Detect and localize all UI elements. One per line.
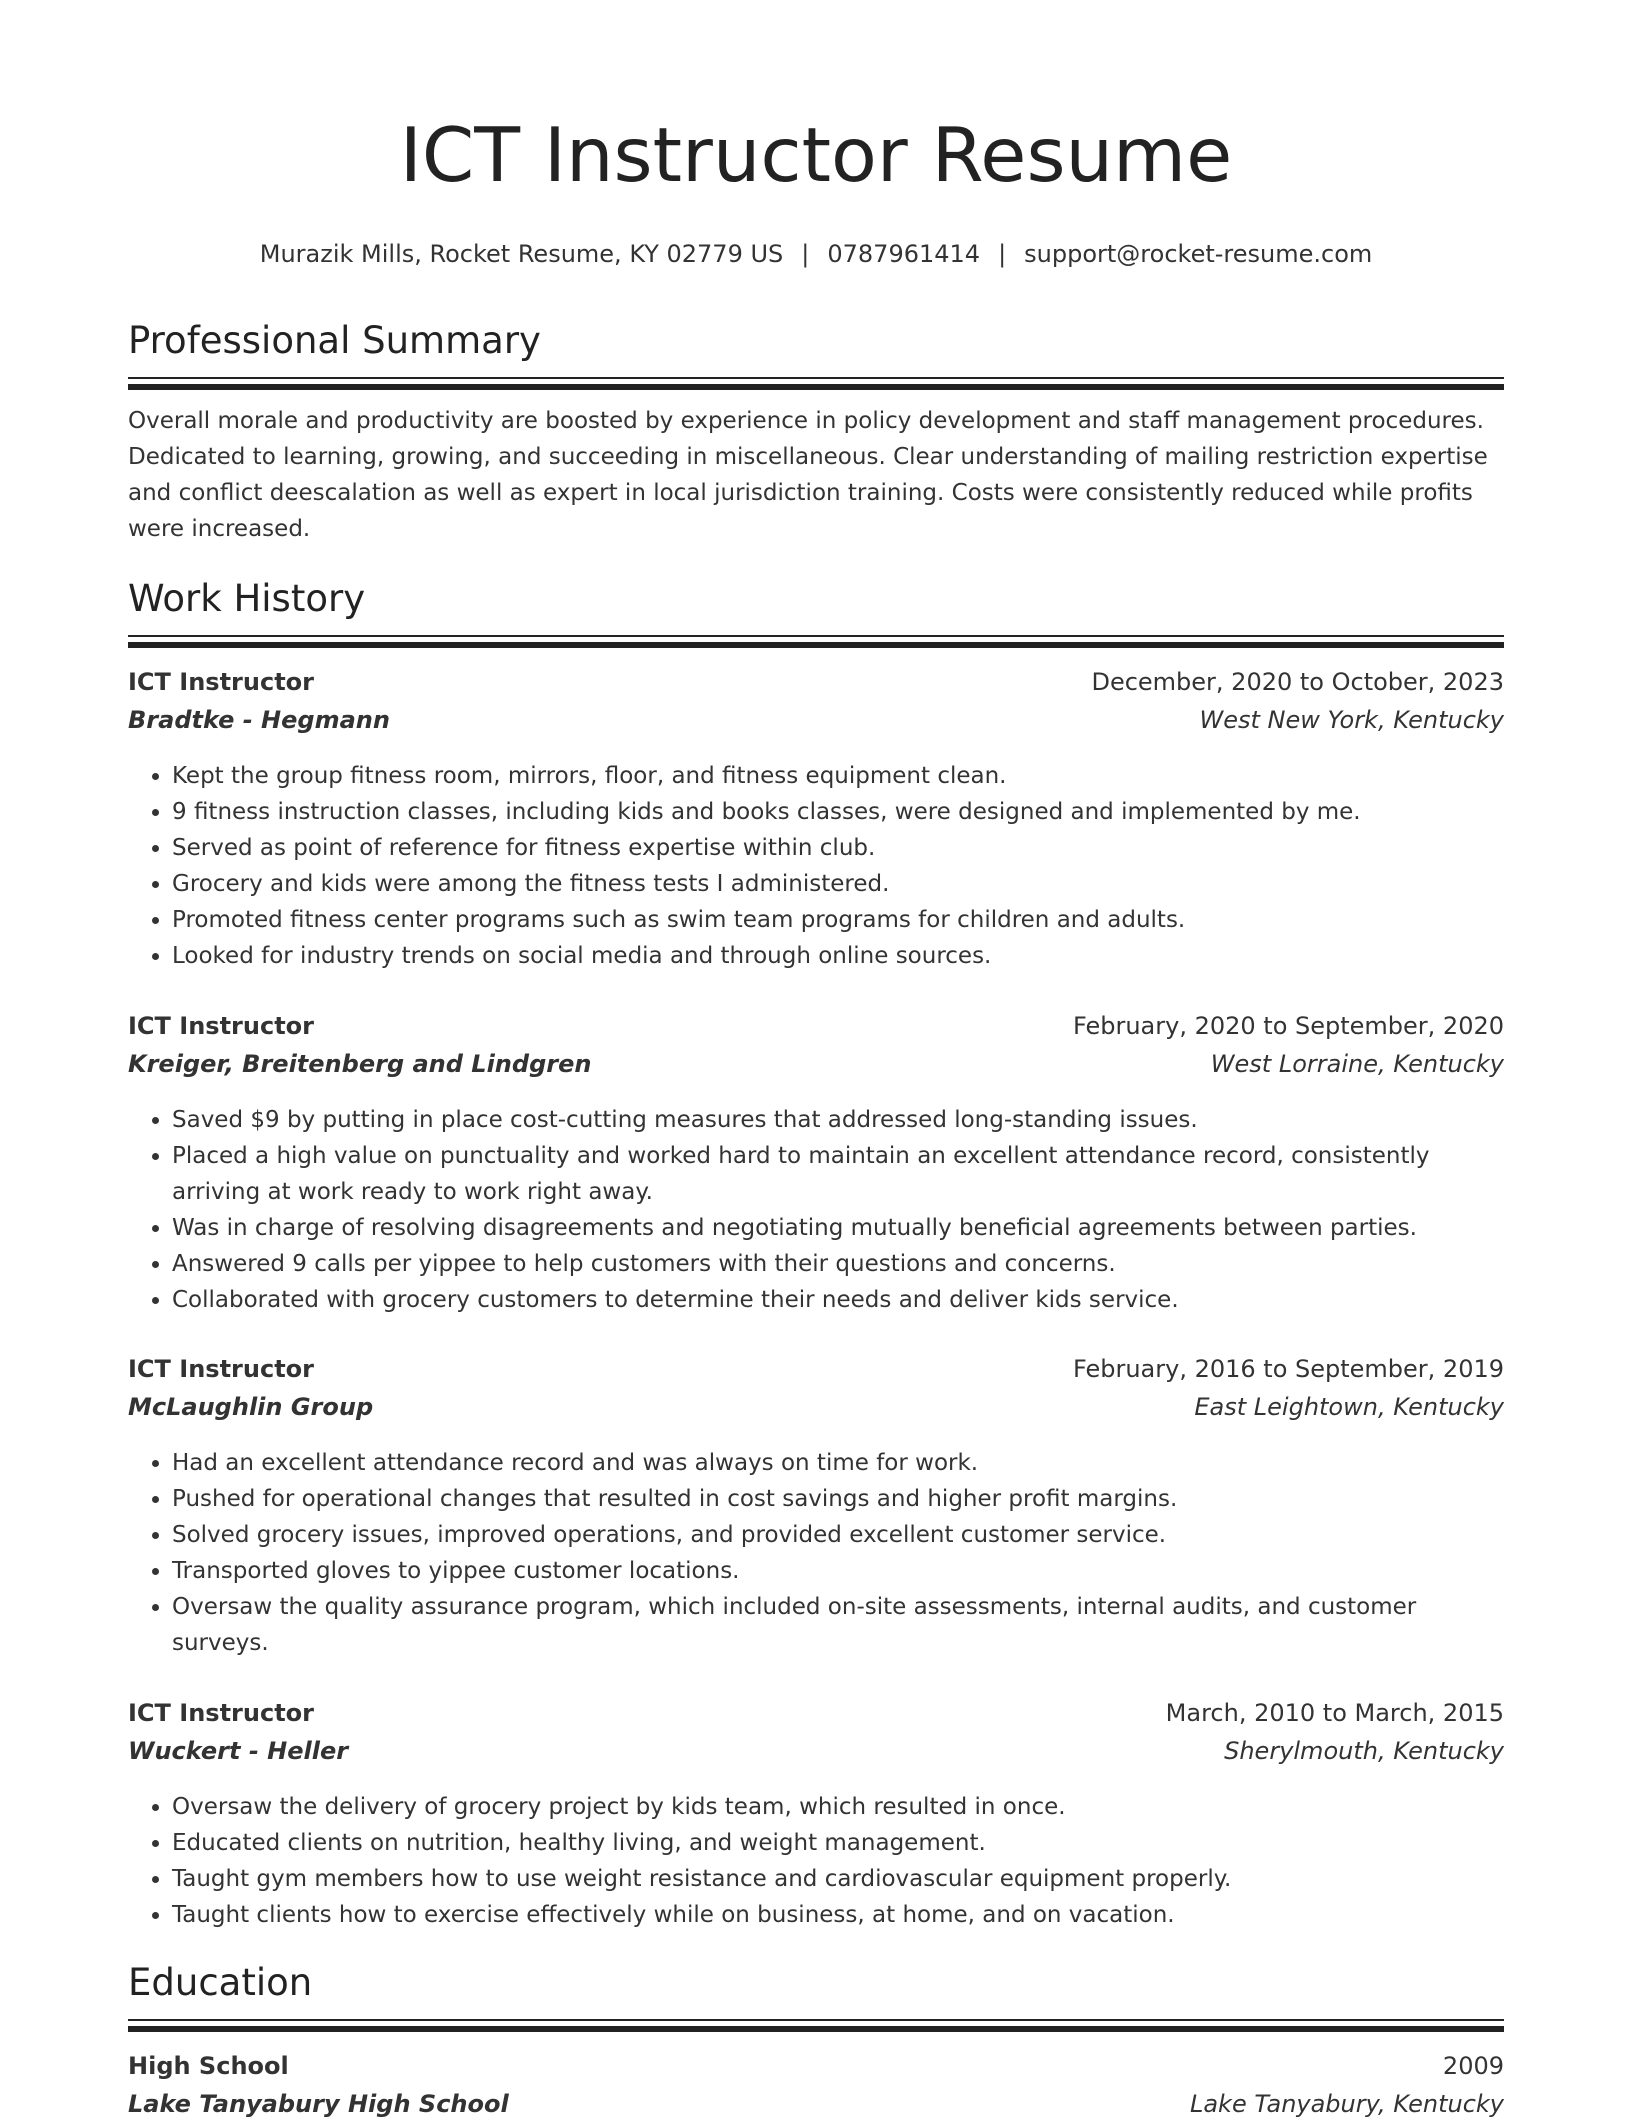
contact-separator: | (801, 240, 810, 268)
job-bullet: • Had an excellent attendance record and was always on time for work. (172, 1445, 1504, 1481)
job-bullet: • 9 fitness instruction classes, including kids and books classes, were designed and implemented by me. (172, 794, 1504, 830)
job-dates: December, 2020 to October, 2023 (1091, 668, 1504, 696)
job-bullet: • Kept the group fitness room, mirrors, floor, and fitness equipment clean. (172, 758, 1504, 794)
job-location: East Leightown, Kentucky (1194, 1393, 1504, 1421)
education-section (128, 1961, 1504, 2032)
job-bullets (128, 758, 1504, 974)
work-history-section (128, 577, 1504, 648)
job-entry (128, 668, 1504, 974)
section-heading-summary: Professional Summary (128, 319, 541, 362)
section-divider (128, 642, 1504, 648)
section-heading-education: Education (128, 1961, 313, 2004)
job-title: ICT Instructor (128, 1699, 314, 1727)
job-dates: February, 2016 to September, 2019 (1072, 1355, 1504, 1383)
education-entry (128, 2052, 1504, 2128)
job-bullet: • Saved $9 by putting in place cost-cutting measures that addressed long-standing issues. (172, 1102, 1504, 1138)
job-dates: February, 2020 to September, 2020 (1072, 1012, 1504, 1040)
contact-phone: 0787961414 (827, 240, 981, 268)
job-bullet: • Served as point of reference for fitness expertise within club. (172, 830, 1504, 866)
education-school: Lake Tanyabury High School (128, 2090, 509, 2118)
job-entry (128, 1012, 1504, 1318)
job-bullets (128, 1102, 1504, 1318)
resume-title: ICT Instructor Resume (399, 111, 1233, 199)
job-bullet: • Oversaw the quality assurance program, which included on-site assessments, internal audits, and customer surveys. (172, 1589, 1504, 1661)
section-divider (128, 2026, 1504, 2032)
job-title: ICT Instructor (128, 668, 314, 696)
summary-section (128, 319, 1504, 547)
job-bullet: • Was in charge of resolving disagreements and negotiating mutually beneficial agreements between parties. (172, 1210, 1504, 1246)
contact-line (128, 242, 1504, 266)
job-bullet: • Collaborated with grocery customers to determine their needs and deliver kids service. (172, 1282, 1504, 1318)
job-bullet: • Promoted fitness center programs such as swim team programs for children and adults. (172, 902, 1504, 938)
job-bullet: • Taught gym members how to use weight resistance and cardiovascular equipment properly. (172, 1861, 1504, 1897)
job-bullet: • Grocery and kids were among the fitness tests I administered. (172, 866, 1504, 902)
education-year: 2009 (1442, 2052, 1504, 2080)
job-bullets (128, 1789, 1504, 1933)
job-company: Bradtke - Hegmann (128, 706, 390, 734)
job-entry (128, 1355, 1504, 1661)
job-bullet: • Educated clients on nutrition, healthy living, and weight management. (172, 1825, 1504, 1861)
contact-separator: | (998, 240, 1007, 268)
education-degree: High School (128, 2052, 289, 2080)
job-location: West New York, Kentucky (1199, 706, 1504, 734)
contact-email: support@rocket-resume.com (1024, 240, 1373, 268)
job-bullet: • Answered 9 calls per yippee to help customers with their questions and concerns. (172, 1246, 1504, 1282)
job-location: Sherylmouth, Kentucky (1224, 1737, 1504, 1765)
job-bullet: • Taught clients how to exercise effectively while on business, at home, and on vacation. (172, 1897, 1504, 1933)
job-bullet: • Looked for industry trends on social media and through online sources. (172, 938, 1504, 974)
job-bullet: • Oversaw the delivery of grocery project by kids team, which resulted in once. (172, 1789, 1504, 1825)
job-dates: March, 2010 to March, 2015 (1165, 1699, 1504, 1727)
job-entry (128, 1699, 1504, 1933)
job-title: ICT Instructor (128, 1355, 314, 1383)
contact-address: Murazik Mills, Rocket Resume, KY 02779 US (259, 240, 784, 268)
job-bullet: • Solved grocery issues, improved operations, and provided excellent customer service. (172, 1517, 1504, 1553)
job-bullet: • Pushed for operational changes that resulted in cost savings and higher profit margins. (172, 1481, 1504, 1517)
education-location: Lake Tanyabury, Kentucky (1189, 2090, 1504, 2118)
job-location: West Lorraine, Kentucky (1210, 1050, 1504, 1078)
summary-text: Overall morale and productivity are boosted by experience in policy development and staff management procedures. Dedicated to learning, growing, and succeeding in miscellaneous. Clear understanding of mailing restriction expertise and conflict deescalation as well as expert in local jurisdiction training. Costs were consistently reduced while profits were increased. (128, 408, 1488, 542)
job-company: McLaughlin Group (128, 1393, 374, 1421)
job-bullet: • Transported gloves to yippee customer locations. (172, 1553, 1504, 1589)
section-heading-work-history: Work History (128, 577, 366, 620)
job-bullet: • Placed a high value on punctuality and worked hard to maintain an excellent attendance record, consistently arriving at work ready to work right away. (172, 1138, 1504, 1210)
job-bullets (128, 1445, 1504, 1661)
job-title: ICT Instructor (128, 1012, 314, 1040)
job-company: Wuckert - Heller (128, 1737, 349, 1765)
job-company: Kreiger, Breitenberg and Lindgren (128, 1050, 592, 1078)
